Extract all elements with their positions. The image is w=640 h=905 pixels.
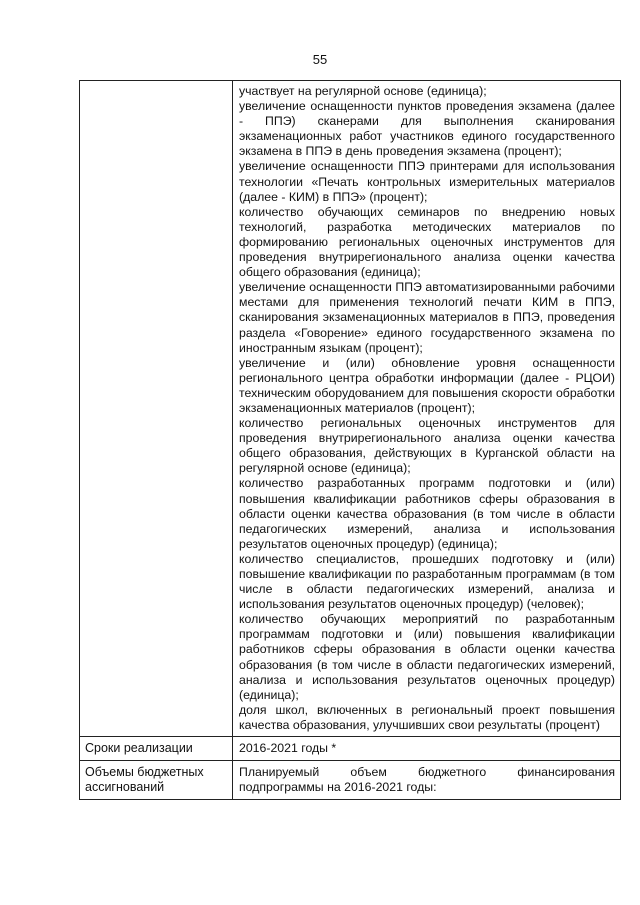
indicator-paragraph: доля школ, включенных в региональный проект повышения качества образования, улучшивших свои результаты (процент) (239, 702, 615, 732)
page-number: 55 (312, 52, 328, 67)
indicator-paragraph: количество обучающих мероприятий по разработанным программам подготовки и (или) повышения квалификации работников сферы образования в области оценки качества образования (в том числе в области педагогических измерений, анализа и использования результатов оценочных процедур) (единица); (239, 612, 615, 702)
indicator-paragraph: увеличение и (или) обновление уровня оснащенности регионального центра обработки информации (далее - РЦОИ) техническим оборудованием для повышения скорости обработки экзаменационных материалов (процент); (239, 355, 615, 415)
indicator-paragraph: увеличение оснащенности ППЭ автоматизированными рабочими местами для применения технологий печати КИМ в ППЭ, сканирования экзаменационных материалов в ППЭ, проведения раздела «Говорение» единого государственного экзамена по иностранным языкам (процент); (239, 280, 615, 355)
indicator-paragraph: количество специалистов, прошедших подготовку и (или) повышение квалификации по разработанным программам (в том числе в области педагогических измерений, анализа и использования результатов оценочных процедур) (человек); (239, 551, 615, 612)
passport-table (79, 80, 621, 800)
indicator-paragraph: увеличение оснащенности пунктов проведения экзамена (далее - ППЭ) сканерами для выполнения сканирования экзаменационных работ участников единого государственного экзамена в ППЭ в день проведения экзамена (процент); (239, 99, 615, 159)
indicator-paragraph: количество обучающих семинаров по внедрению новых технологий, разработка методических материалов по формированию региональных оценочных инструментов для проведения внутрирегионального анализа оценки качества общего образования (единица); (239, 204, 615, 280)
indicator-paragraph: количество разработанных программ подготовки и (или) повышения квалификации работников сферы образования в области оценки качества образования (в том числе в области педагогических измерений, анализа и использования результатов оценочных процедур) (единица); (239, 476, 615, 551)
indicator-paragraph: участвует на регулярной основе (единица); (239, 84, 487, 98)
budget-label: Объемы бюджетных ассигнований (80, 761, 233, 799)
table-row-indicators (80, 81, 621, 737)
indicators-value-cell (233, 81, 621, 736)
table-row-period (80, 737, 621, 761)
indicators-label-cell (80, 81, 233, 736)
indicator-paragraph: количество региональных оценочных инструментов для проведения внутрирегионального анализа оценки качества общего образования, действующих в Курганской области на регулярной основе (единица); (239, 416, 615, 476)
period-value: 2016-2021 годы * (233, 737, 621, 760)
indicator-paragraph: увеличение оснащенности ППЭ принтерами для использования технологии «Печать контрольных измерительных материалов (далее - КИМ) в ППЭ» (процент); (239, 159, 615, 204)
period-label: Сроки реализации (80, 737, 233, 760)
budget-value: Планируемый объем бюджетного финансирования подпрограммы на 2016-2021 годы: (233, 761, 621, 799)
table-row-budget (80, 761, 621, 800)
